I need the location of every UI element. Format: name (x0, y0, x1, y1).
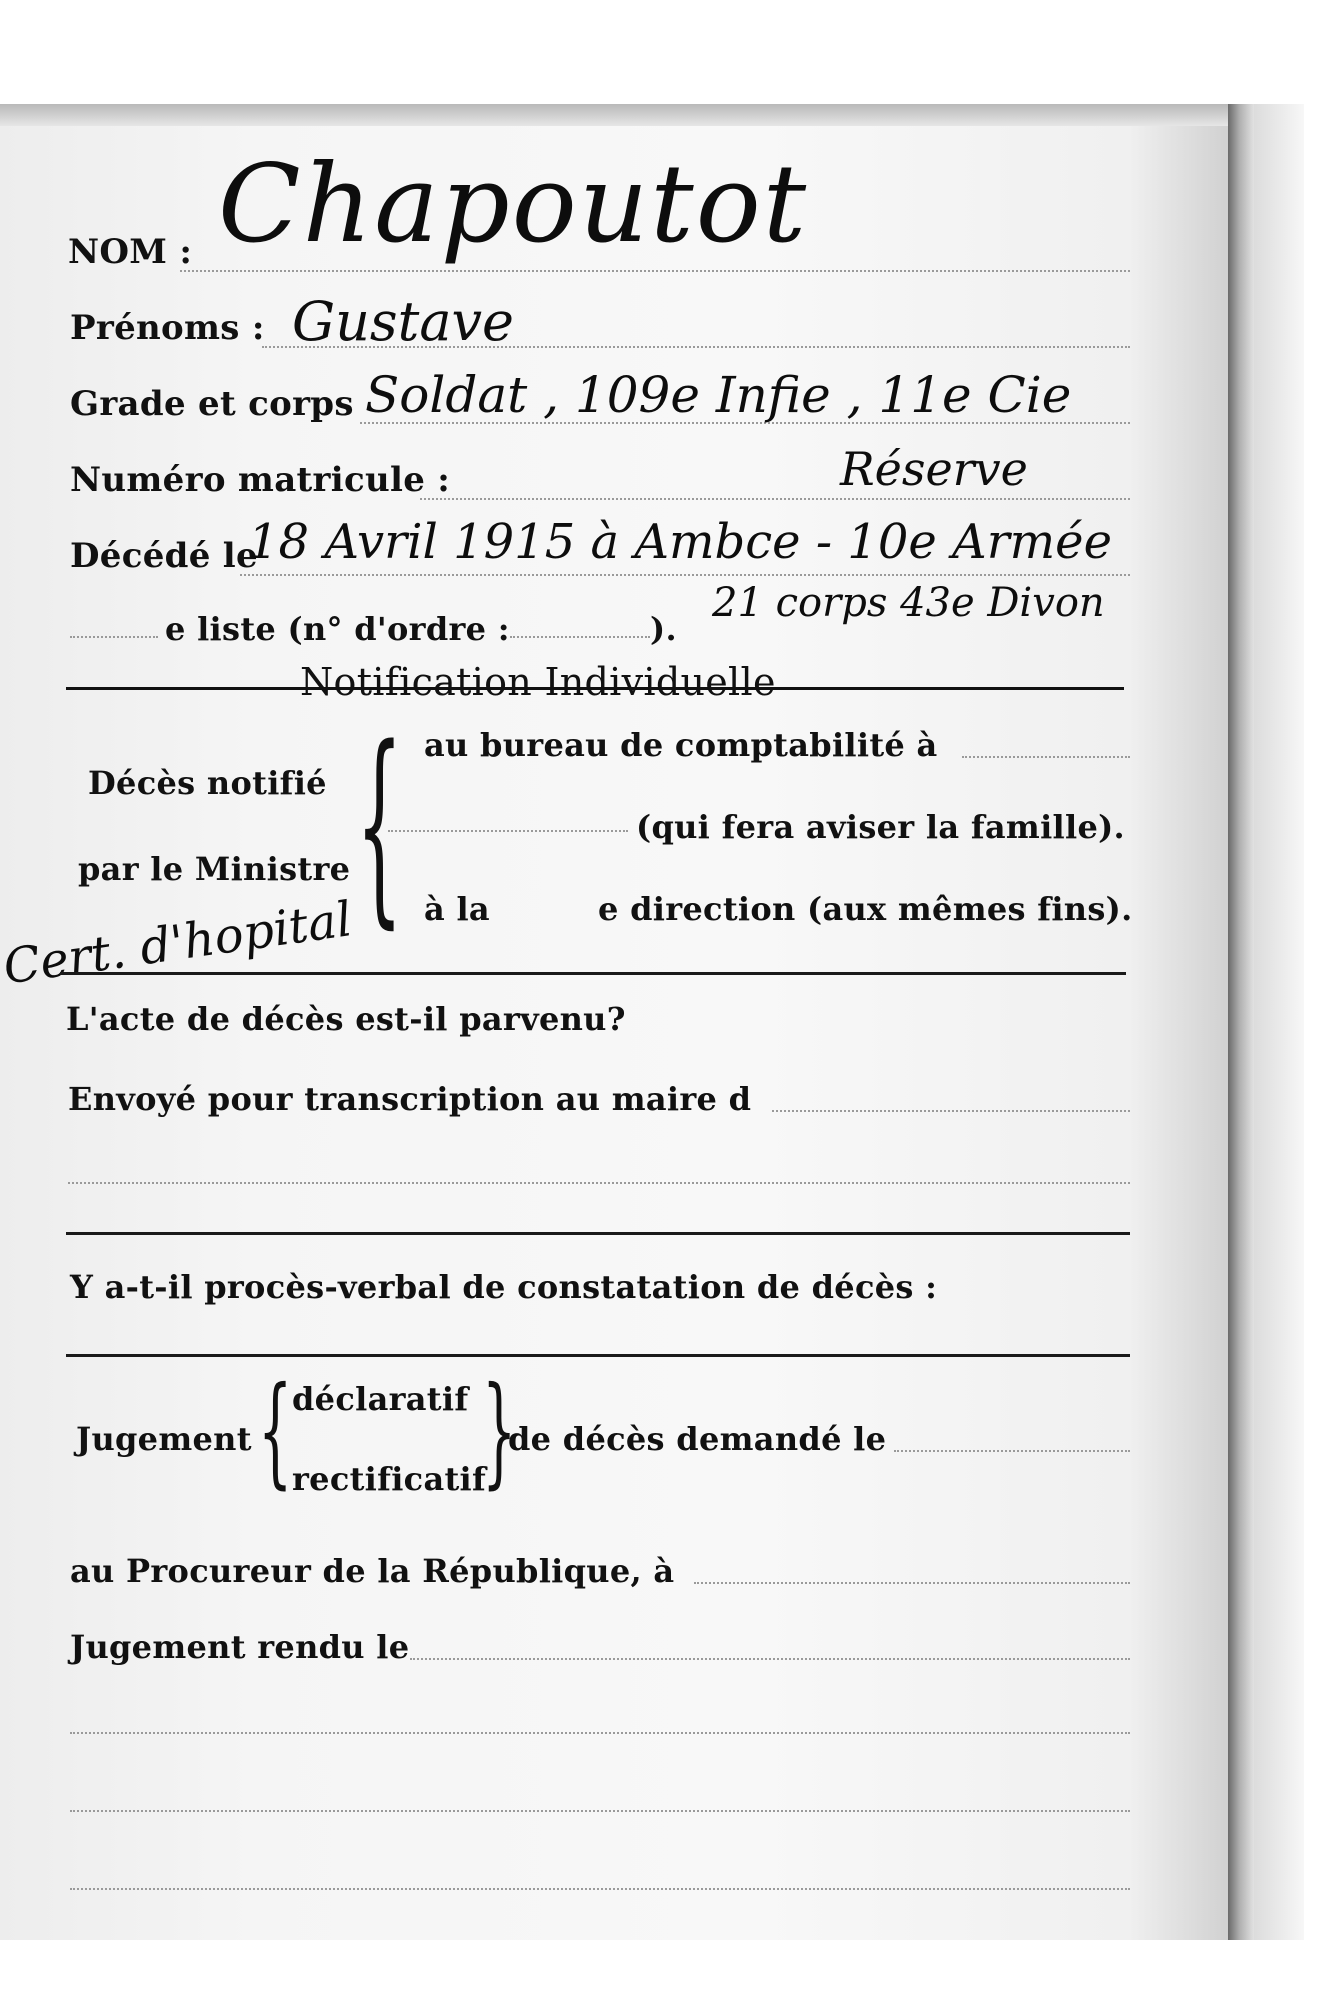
blank-dotted-line-1 (70, 1732, 1130, 1734)
demande-line: de décès demandé le (508, 1420, 887, 1458)
page-margin-strip (1254, 104, 1304, 1940)
demande-dotted-line (894, 1450, 1130, 1452)
section-rule-2 (66, 1232, 1130, 1235)
prenoms-label: Prénoms : (70, 308, 265, 348)
matricule-label: Numéro matricule : (70, 460, 451, 500)
acte-question: L'acte de décès est-il parvenu? (66, 1000, 626, 1038)
jugement-label: Jugement (76, 1420, 252, 1458)
decede-label: Décédé le (70, 536, 258, 576)
envoye-dotted-line-2 (68, 1182, 1130, 1184)
grade-label: Grade et corps (70, 384, 354, 424)
rendu-line: Jugement rendu le (70, 1628, 410, 1666)
decede-handwritten-2: 21 corps 43e Divon (712, 580, 1105, 626)
procureur-line: au Procureur de la République, à (70, 1552, 675, 1590)
liste-dotted-prefix (70, 636, 158, 638)
decede-handwritten: 18 Avril 1915 à Ambce - 10e Armée (248, 514, 1112, 570)
liste-label: e liste (n° d'ordre : (165, 610, 510, 648)
nom-label: NOM : (68, 232, 193, 272)
liste-dotted-number (510, 636, 650, 638)
section-rule-3 (66, 1354, 1130, 1357)
notification-title: Notification Individuelle (300, 660, 776, 704)
bureau-dotted-line (962, 756, 1130, 758)
grade-handwritten: Soldat , 109e Infie , 11e Cie (365, 366, 1072, 424)
rectificatif-label: rectificatif (292, 1460, 487, 1498)
famille-dotted-line (388, 830, 628, 832)
procureur-dotted-line (694, 1582, 1130, 1584)
card-top-edge (0, 104, 1254, 126)
envoye-dotted-line (772, 1110, 1130, 1112)
nom-dotted-line (180, 270, 1130, 272)
death-record-card (0, 104, 1254, 1940)
section-rule-1 (60, 972, 1126, 975)
nom-handwritten: Chapoutot (218, 142, 809, 267)
famille-line: (qui fera aviser la famille). (636, 808, 1125, 846)
rendu-dotted-line (410, 1658, 1130, 1660)
direction-line: e direction (aux mêmes fins). (598, 890, 1133, 928)
blank-dotted-line-3 (70, 1888, 1130, 1890)
card-right-edge (1228, 104, 1254, 1940)
jugement-brace-left: { (258, 1362, 293, 1501)
matricule-dotted-line (420, 498, 1130, 500)
notification-rule (66, 687, 1124, 690)
par-ministre-label: par le Ministre (78, 850, 351, 888)
declaratif-label: déclaratif (292, 1380, 469, 1418)
a-la-label: à la (424, 890, 490, 928)
hospital-note-handwritten: Cert. d'hopital (0, 891, 356, 996)
jugement-brace-right: } (482, 1362, 517, 1501)
prenoms-handwritten: Gustave (292, 290, 514, 353)
envoye-line: Envoyé pour transcription au maire d (68, 1080, 752, 1118)
decede-dotted-line (240, 574, 1130, 576)
blank-dotted-line-2 (70, 1810, 1130, 1812)
liste-close: ). (650, 610, 677, 648)
notification-brace: { (356, 702, 403, 947)
deces-notifie-label: Décès notifié (88, 764, 327, 802)
matricule-handwritten: Réserve (840, 442, 1028, 496)
bureau-line: au bureau de comptabilité à (424, 726, 938, 764)
pv-question: Y a-t-il procès-verbal de constatation de décès : (70, 1268, 938, 1306)
